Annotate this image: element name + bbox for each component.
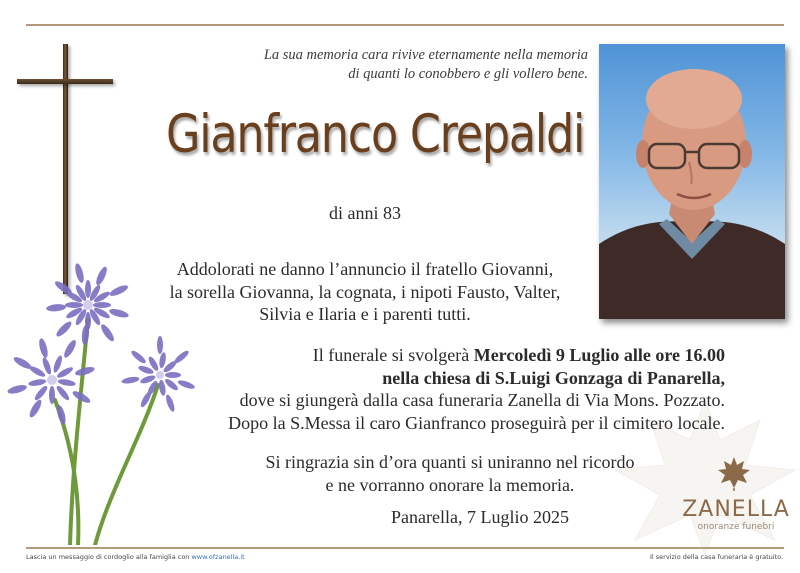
funeral-line-4: Dopo la S.Messa il caro Gianfranco proseguirà per il cimitero locale. xyxy=(228,412,725,433)
place-date: Panarella, 7 Luglio 2025 xyxy=(391,507,569,527)
website-link[interactable]: www.ofzanella.it xyxy=(191,553,245,561)
quote-line-2: di quanti lo conobbero e gli vollero bene. xyxy=(348,66,588,82)
announcement-text xyxy=(140,258,590,326)
zanella-logo xyxy=(672,455,800,532)
funeral-intro: Il funerale si svolgerà xyxy=(312,345,474,365)
funeral-church: nella chiesa di S.Luigi Gonzaga di Panarella, xyxy=(382,367,725,388)
deceased-name: Gianfranco Crepaldi xyxy=(166,104,585,165)
thanks-line-1: Si ringrazia sin d’ora quanti si uniranno nel ricordo xyxy=(265,452,635,472)
announcement-line-1: Addolorati ne danno l’annuncio il fratello Giovanni, xyxy=(176,259,554,279)
thanks-text xyxy=(235,451,665,496)
bottom-divider xyxy=(26,547,784,549)
funeral-datetime: Mercoledì 9 Luglio alle ore 16.00 xyxy=(473,345,725,365)
logo-name: ZANELLA xyxy=(682,497,790,522)
thanks-line-2: e ne vorranno onorare la memoria. xyxy=(325,474,575,495)
funeral-line-1 xyxy=(190,344,725,367)
deceased-age: di anni 83 xyxy=(329,203,401,223)
footer-left-text: Lascia un messaggio di cordoglio alla famiglia con xyxy=(26,553,192,561)
footer-service-note: Il servizio della casa funeraria è gratuito. xyxy=(650,553,784,561)
funeral-line-2 xyxy=(190,367,725,390)
portrait-photo xyxy=(599,44,785,319)
funeral-details xyxy=(190,344,725,434)
footer-condolence xyxy=(26,553,245,561)
announcement-line-3: Silvia e Ilaria e i parenti tutti. xyxy=(259,304,471,324)
quote-line-1: La sua memoria cara rivive eternamente nella memoria xyxy=(263,47,588,63)
memorial-quote xyxy=(200,46,588,84)
maple-leaf-icon xyxy=(716,455,752,491)
announcement-line-2: la sorella Giovanna, la cognata, i nipoti Fausto, Valter, xyxy=(169,281,561,302)
logo-subtitle: onoranze funebri xyxy=(697,522,775,532)
top-divider xyxy=(26,24,784,26)
cross-crossbar xyxy=(17,79,113,84)
funeral-line-3: dove si giungerà dalla casa funeraria Zanella di Via Mons. Pozzato. xyxy=(239,390,725,410)
